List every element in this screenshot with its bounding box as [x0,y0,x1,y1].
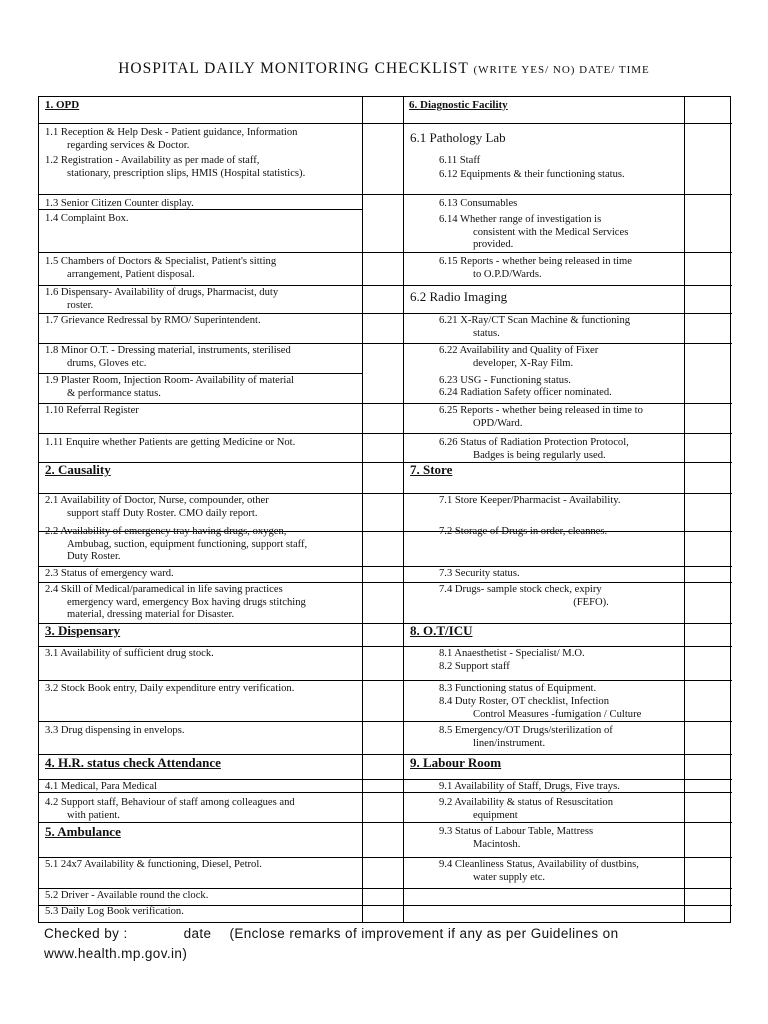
table-row-line [39,493,732,494]
date-label: date [183,926,212,941]
section-header-store: 7. Store [410,462,453,477]
list-item: 8.3 Functioning status of Equipment. [439,683,597,694]
list-item: 9.2 Availability & status of Resuscitation equipment [439,797,613,821]
list-item: 6.23 USG - Functioning status. [439,375,571,386]
list-item: 7.3 Security status. [439,568,520,579]
list-item: 8.2 Support staff [439,661,510,672]
table-row-line [39,403,732,404]
table-row-line [39,779,732,780]
table-row-line [39,680,732,681]
list-item: 1.11 Enquire whether Patients are getting Medicine or Not. [45,437,296,448]
list-item: 4.2 Support staff, Behaviour of staff among colleagues and with patient. [45,797,295,821]
table-row-line [39,646,732,647]
table-row-line [39,582,732,583]
section-header-hr: 4. H.R. status check Attendance [45,755,221,770]
list-item: 2.1 Availability of Doctor, Nurse, compounder, other support staff Duty Roster. CMO daily report. [45,495,269,519]
guidelines-url: www.health.mp.gov.in) [44,946,188,961]
list-item: 9.1 Availability of Staff, Drugs, Five trays. [439,781,620,792]
list-item: 8.1 Anaesthetist - Specialist/ M.O. [439,648,585,659]
list-item: 1.8 Minor O.T. - Dressing material, instruments, sterilised drums, Gloves etc. [45,345,291,369]
list-item: 1.6 Dispensary- Availability of drugs, Pharmacist, duty roster. [45,287,279,311]
list-item: 6.15 Reports - whether being released in time to O.P.D/Wards. [439,256,632,280]
list-item: 1.5 Chambers of Doctors & Specialist, Patient's sitting arrangement, Patient disposal. [45,256,277,280]
list-item: 1.3 Senior Citizen Counter display. [45,198,194,209]
section-header-dispensary: 3. Dispensary [45,623,121,638]
section-header-ambulance: 5. Ambulance [45,824,121,839]
list-item: 5.2 Driver - Available round the clock. [45,890,209,901]
list-item: 8.4 Duty Roster, OT checklist, Infection Control Measures -fumigation / Culture [439,696,642,720]
list-item: 6.13 Consumables [439,198,518,209]
list-item: 1.10 Referral Register [45,405,139,416]
list-item: 2.2 Availability of emergency tray having drugs, oxygen, Ambubag, suction, equipment functioning, support staff, Duty Roster. [45,526,308,563]
list-item: 7.2 Storage of Drugs in order, cleannes. [439,526,608,537]
table-divider-vertical [362,97,363,923]
list-item: 3.1 Availability of sufficient drug stock. [45,648,214,659]
list-item: 8.5 Emergency/OT Drugs/sterilization of linen/instrument. [439,725,613,749]
remark-note: (Enclose remarks of improvement if any as per Guidelines on [229,926,619,941]
list-item: 6.21 X-Ray/CT Scan Machine & functioning status. [439,315,631,339]
table-row-line [39,373,362,374]
table-row-line [39,857,732,858]
title-main: HOSPITAL DAILY MONITORING CHECKLIST [118,60,469,77]
list-item: 7.4 Drugs- sample stock check, expiry (FEFO). [439,584,609,608]
section-header-ot-icu: 8. O.T/ICU [410,623,473,638]
table-row-line [39,313,732,314]
table-divider-vertical [403,97,404,923]
list-item: 9.3 Status of Labour Table, Mattress Macintosh. [439,826,594,850]
list-item: 6.22 Availability and Quality of Fixer developer, X-Ray Film. [439,345,599,369]
table-row-line [39,343,732,344]
list-item: 6.14 Whether range of investigation is consistent with the Medical Services provided. [439,214,629,251]
table-row-line [39,285,732,286]
section-header-causality: 2. Causality [45,462,111,477]
list-item: 2.3 Status of emergency ward. [45,568,174,579]
table-row-line [39,623,732,624]
list-item: 6.25 Reports - whether being released in time to OPD/Ward. [439,405,643,429]
section-header-labour-room: 9. Labour Room [410,755,502,770]
table-row-line [39,566,732,567]
subsection-header-radio-imaging: 6.2 Radio Imaging [410,289,508,304]
list-item: 3.3 Drug dispensing in envelops. [45,725,185,736]
list-item: 1.9 Plaster Room, Injection Room- Availability of material & performance status. [45,375,295,399]
list-item: 7.1 Store Keeper/Pharmacist - Availability. [439,495,621,506]
footer-note [44,924,744,964]
list-item: 2.4 Skill of Medical/paramedical in life saving practices emergency ward, emergency Box having drugs stitching material, dressing material for Disaster. [45,584,306,621]
list-item: 1.4 Complaint Box. [45,213,129,224]
list-item: 5.1 24x7 Availability & functioning, Diesel, Petrol. [45,859,262,870]
checked-by-label: Checked by : [44,926,128,941]
list-item: 1.2 Registration - Availability as per made of staff, stationary, prescription slips, HMIS (Hospital statistics). [45,155,306,179]
list-item: 6.11 Staff [439,155,481,166]
page-title [0,60,768,78]
list-item: 6.26 Status of Radiation Protection Protocol, Badges is being regularly used. [439,437,629,461]
list-item: 5.3 Daily Log Book verification. [45,906,184,917]
table-row-line [39,123,732,124]
section-header-opd: 1. OPD [45,99,80,111]
list-item: 6.24 Radiation Safety officer nominated. [439,387,612,398]
table-row-line [39,888,732,889]
list-item: 9.4 Cleanliness Status, Availability of dustbins, water supply etc. [439,859,639,883]
list-item: 3.2 Stock Book entry, Daily expenditure entry verification. [45,683,295,694]
list-item: 6.12 Equipments & their functioning status. [439,169,625,180]
table-row-line [39,194,732,195]
section-header-diagnostic: 6. Diagnostic Facility [409,99,508,111]
table-row-line [39,433,732,434]
title-subtitle: (WRITE YES/ NO) DATE/ TIME [473,64,650,76]
checklist-table [38,96,731,923]
list-item: 4.1 Medical, Para Medical [45,781,158,792]
subsection-header-pathology: 6.1 Pathology Lab [410,130,506,145]
list-item: 1.1 Reception & Help Desk - Patient guidance, Information regarding services & Doctor. [45,127,298,151]
table-row-line [39,252,732,253]
list-item: 1.7 Grievance Redressal by RMO/ Superintendent. [45,315,261,326]
